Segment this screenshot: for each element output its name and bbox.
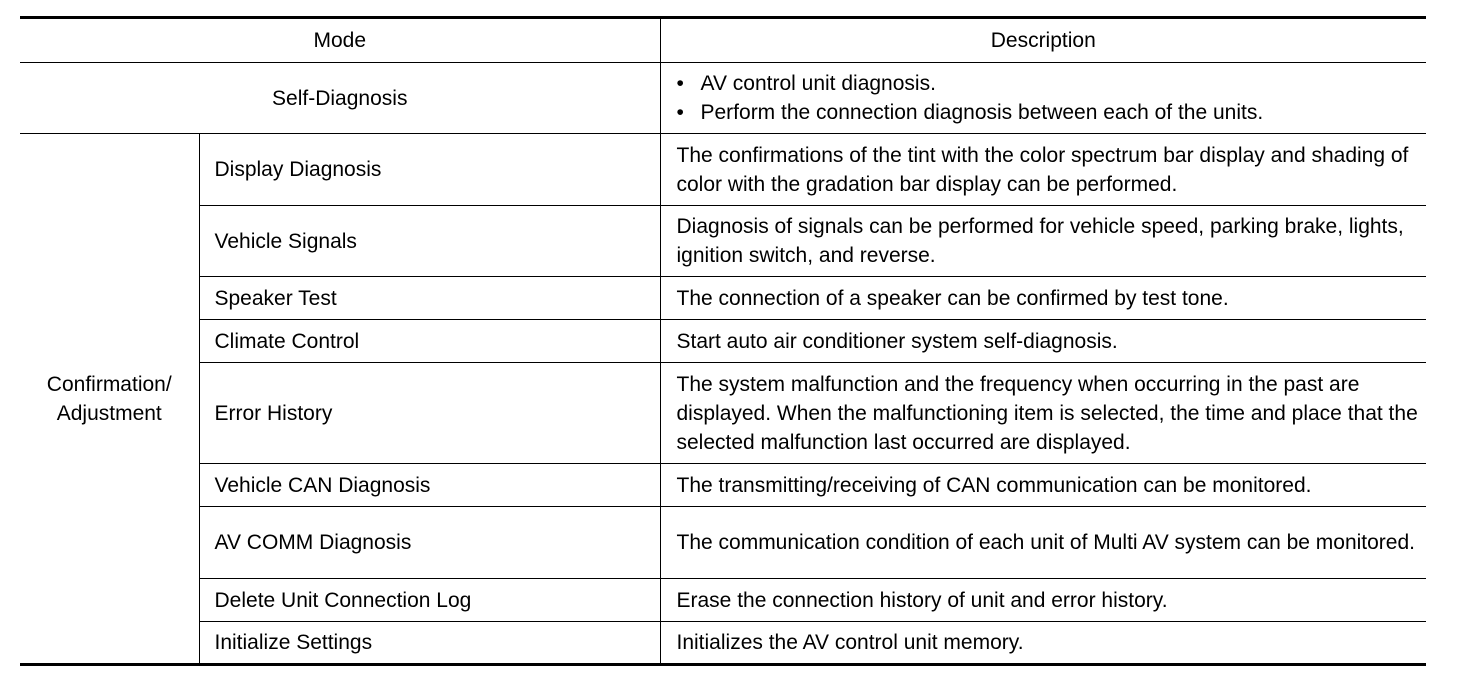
list-item: [677, 98, 1421, 127]
row-description: The system malfunction and the frequency when occurring in the past are displayed. When the malfunctioning item is selected, the time and place that the selected malfunction last occurred are displayed.: [660, 363, 1426, 464]
header-mode: Mode: [20, 18, 660, 63]
table-row: [20, 320, 1426, 363]
table-row: [20, 363, 1426, 464]
row-mode: Delete Unit Connection Log: [199, 579, 660, 622]
row-mode: AV COMM Diagnosis: [199, 507, 660, 579]
table-header-row: [20, 18, 1426, 63]
row-mode: Display Diagnosis: [199, 134, 660, 206]
mode-description-table-container: [20, 16, 1426, 666]
list-item: [677, 69, 1421, 98]
row-mode: Vehicle CAN Diagnosis: [199, 464, 660, 507]
mode-description-table: [20, 16, 1426, 666]
row-description: Initializes the AV control unit memory.: [660, 622, 1426, 665]
row-mode: Vehicle Signals: [199, 206, 660, 277]
table-row: [20, 464, 1426, 507]
group-label-line2: Adjustment: [56, 401, 162, 425]
table-row: [20, 277, 1426, 320]
row-description: The transmitting/receiving of CAN communication can be monitored.: [660, 464, 1426, 507]
row-description: The confirmations of the tint with the color spectrum bar display and shading of color with the gradation bar display can be performed.: [660, 134, 1426, 206]
group-label-line1: Confirmation/: [46, 372, 172, 396]
table-row-self-diagnosis: [20, 63, 1426, 134]
bullet-text: Perform the connection diagnosis between each of the units.: [700, 101, 1264, 124]
row-description: The communication condition of each unit of Multi AV system can be monitored.: [660, 507, 1426, 579]
confirmation-adjustment-group: [20, 134, 199, 665]
table-row: [20, 507, 1426, 579]
row-description: The connection of a speaker can be confirmed by test tone.: [660, 277, 1426, 320]
row-description: Erase the connection history of unit and error history.: [660, 579, 1426, 622]
self-diagnosis-bullet-list: [677, 69, 1421, 127]
row-mode: Speaker Test: [199, 277, 660, 320]
header-description: Description: [660, 18, 1426, 63]
table-row: [20, 622, 1426, 665]
row-description: Start auto air conditioner system self-diagnosis.: [660, 320, 1426, 363]
table-row: [20, 134, 1426, 206]
bullet-icon: •: [676, 101, 684, 124]
self-diagnosis-description: [660, 63, 1426, 134]
self-diagnosis-mode: Self-Diagnosis: [20, 63, 660, 134]
row-mode: Initialize Settings: [199, 622, 660, 665]
bullet-icon: •: [676, 72, 684, 95]
bullet-text: AV control unit diagnosis.: [700, 72, 936, 95]
row-description: Diagnosis of signals can be performed for vehicle speed, parking brake, lights, ignition switch, and reverse.: [660, 206, 1426, 277]
table-row: [20, 579, 1426, 622]
table-row: [20, 206, 1426, 277]
row-mode: Climate Control: [199, 320, 660, 363]
row-mode: Error History: [199, 363, 660, 464]
